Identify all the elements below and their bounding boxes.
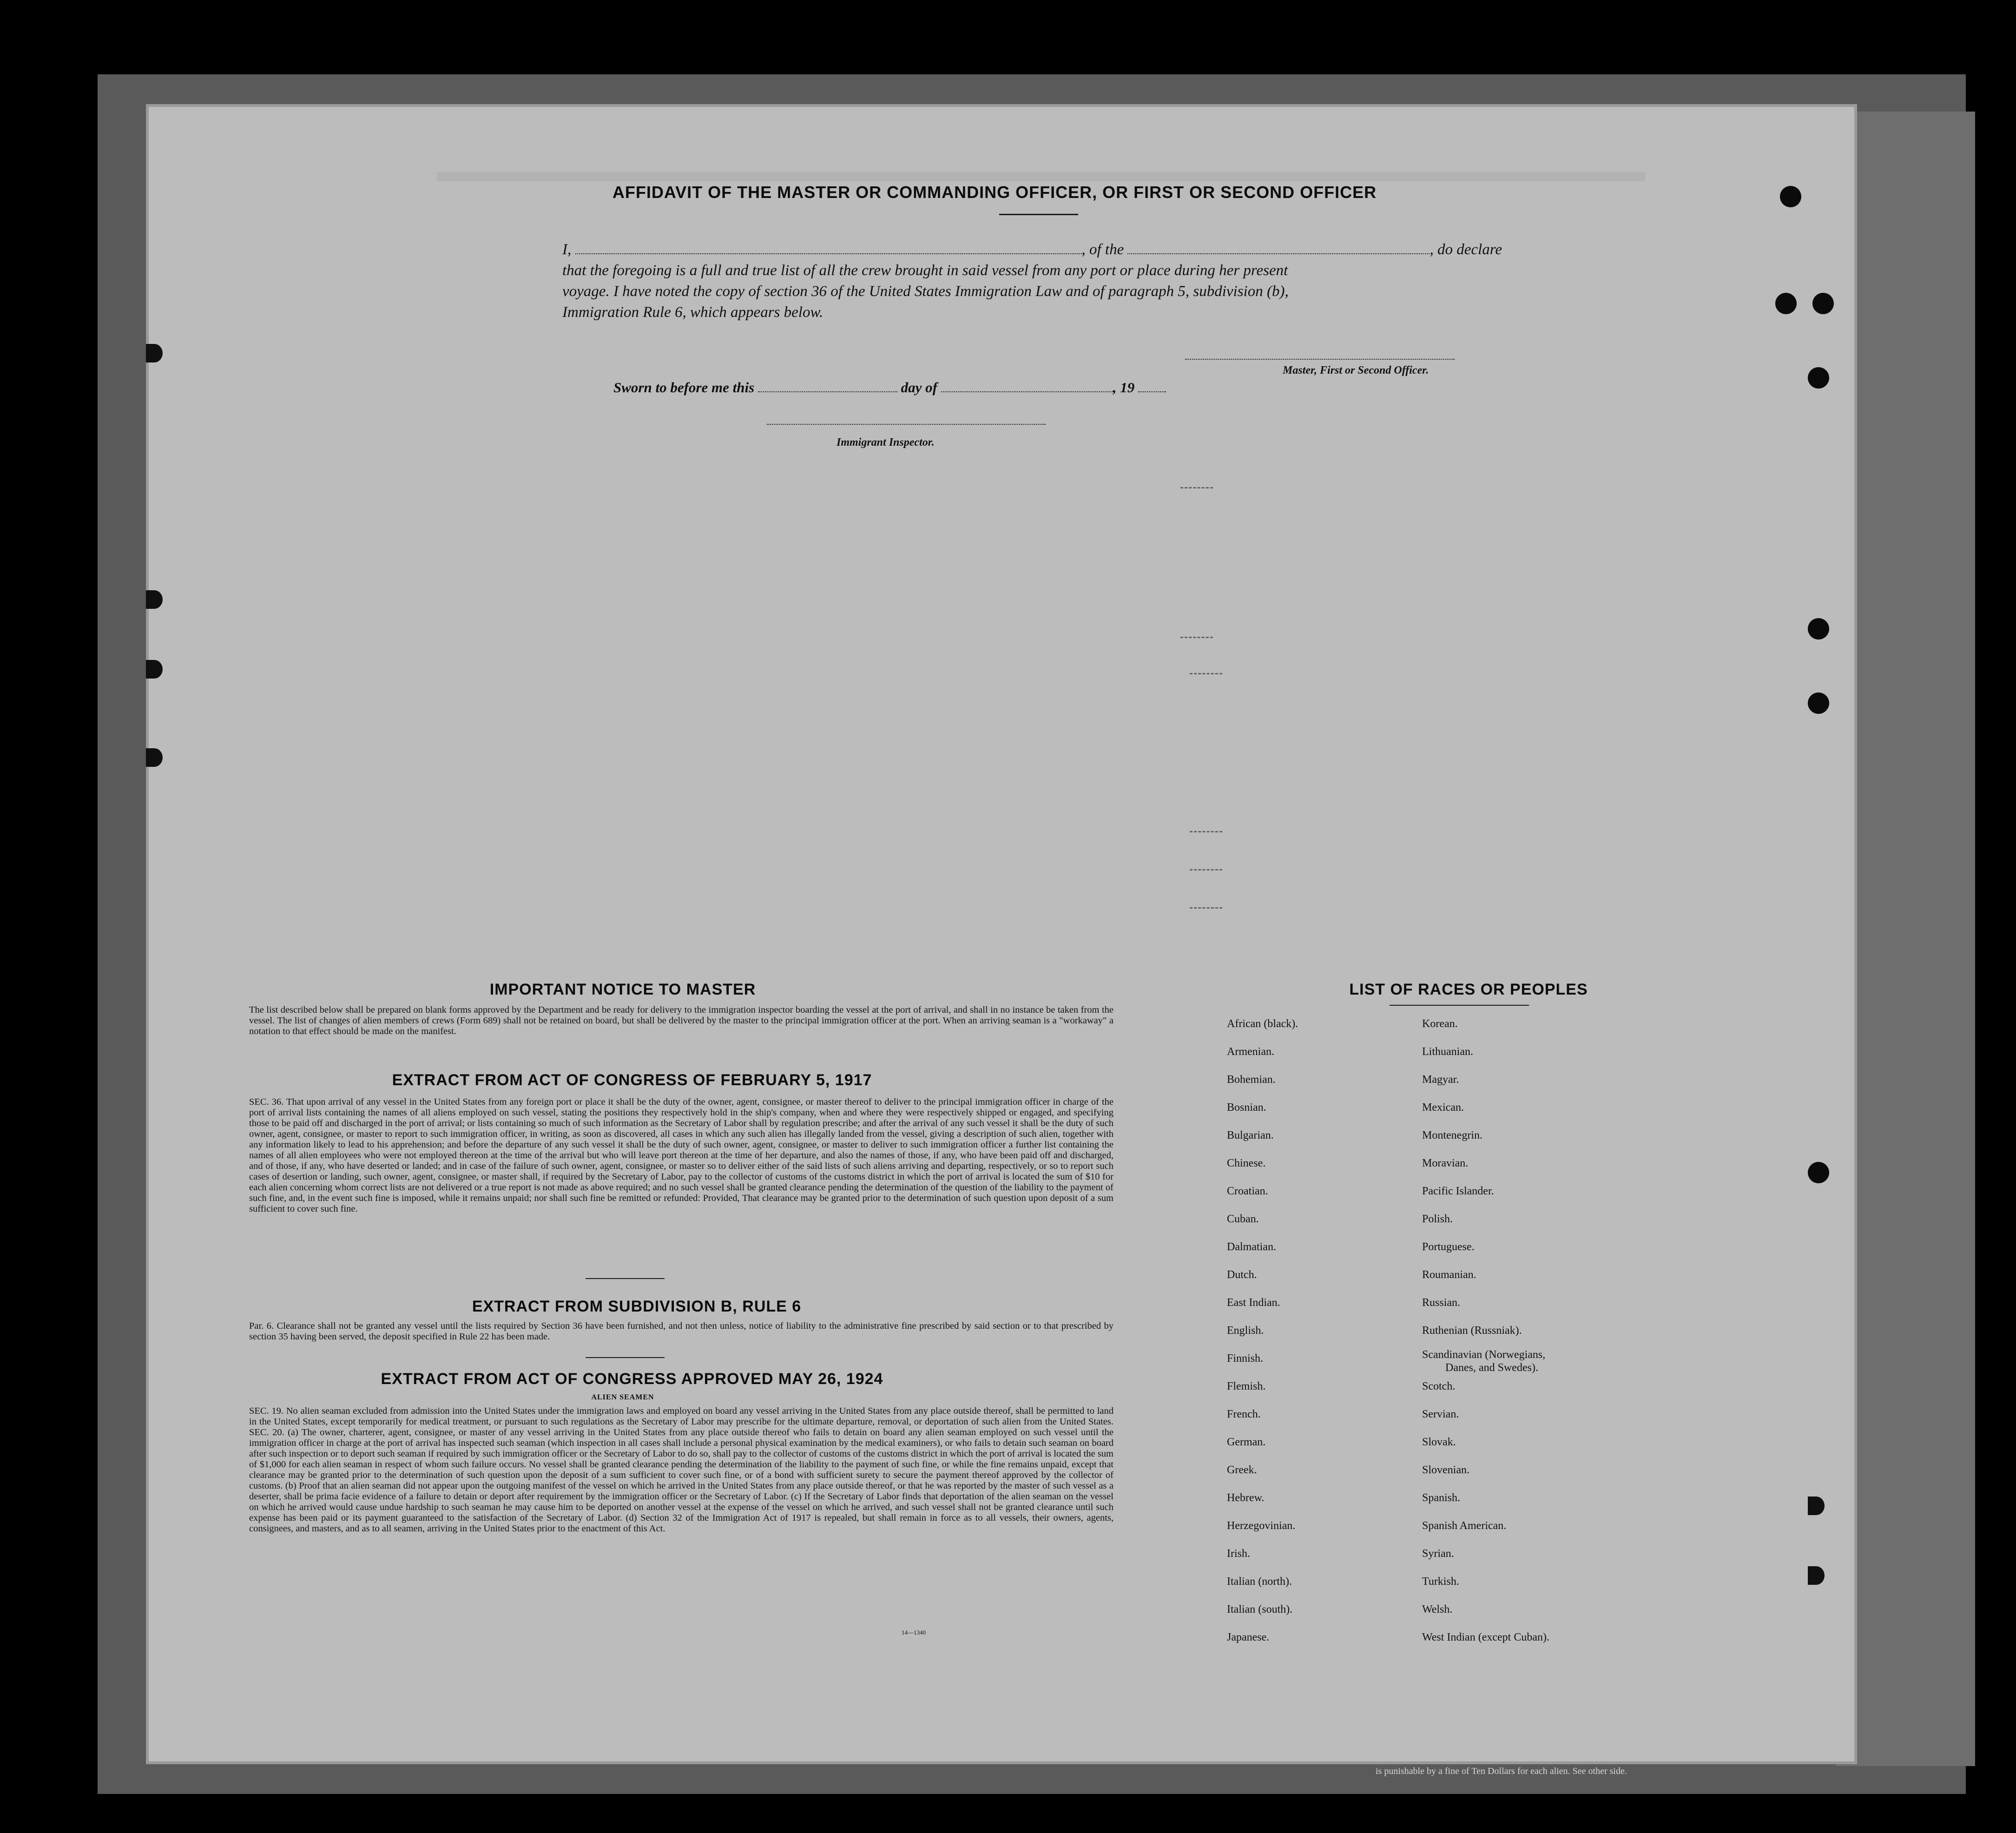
race-item: Finnish. [1227, 1352, 1264, 1365]
binder-hole [1808, 1497, 1825, 1515]
title-rule [999, 214, 1078, 215]
race-item: Herzegovinian. [1227, 1520, 1296, 1532]
manifest-dash [1180, 637, 1213, 640]
race-item: East Indian. [1227, 1297, 1280, 1309]
race-item: African (black). [1227, 1018, 1298, 1030]
act1917-body: SEC. 36. That upon arrival of any vessel in the United States from any foreign port or place it shall be the duty of the owner, agent, consignee, or master thereof to deliver to the principal immigration officer in charge of the port of arrival lists containing the names of all aliens employed on such vessel, stating the positions they respectively hold in the ship's company, when and where they were respectively shipped or engaged, and specifying those to be paid off and discharged in the port of arrival; or lists containing so much of such information as the Secretary of Labor shall by regulation prescribe; and after the arrival of any such vessel it shall be the duty of such owner, agent, consignee, or master to report to such immigration officer, in writing, as soon as discovered, all cases in which any such alien has illegally landed from the vessel, giving a description of such alien, together with any information likely to lead to his apprehension; and before the departure of any such vessel it shall be the duty of such owner, agent, consignee, or master to deliver to such immigration officer a further list containing the names of all alien employees who were not employed thereon at the time of the arrival but who will leave port thereon at the time of her departure, and also the names of those, if any, who have been paid off and discharged, and of those, if any, who have deserted or landed; and in case of the failure of such owner, agent, consignee, or master so to deliver either of the said lists of such aliens arriving and departing, respectively, or so to report such cases of desertion or landing, such owner, agent, consignee, or master shall, if required by the Secretary of Labor, pay to the collector of customs of the customs district in which the port of arrival is located the sum of $10 for each alien concerning whom correct lists are not delivered or a true report is not made as above required; and no such vessel shall be granted clearance pending the determination of the question of the liability to the payment of such fine, and, in the event such fine is imposed, while it remains unpaid; nor shall such fine be remitted or refunded: Provided, That clearance may be granted prior to the determination of such question upon deposit of a sum sufficient to cover such fine. [249, 1097, 1113, 1214]
race-item: Pacific Islander. [1422, 1185, 1494, 1197]
binder-hole [146, 660, 163, 679]
race-item: Spanish American. [1422, 1520, 1507, 1532]
vessel-blank[interactable] [1127, 243, 1430, 254]
race-item: Scandinavian (Norwegians, [1422, 1349, 1546, 1361]
race-item: Spanish. [1422, 1492, 1461, 1504]
race-item: Bulgarian. [1227, 1129, 1274, 1141]
binder-hole [1808, 1162, 1829, 1183]
race-item: Ruthenian (Russniak). [1422, 1325, 1522, 1337]
race-item: Hebrew. [1227, 1492, 1265, 1504]
races-rule [1390, 1005, 1529, 1006]
signature-label: Master, First or Second Officer. [1283, 364, 1429, 376]
race-item: English. [1227, 1325, 1264, 1337]
affidavit-line-4: Immigration Rule 6, which appears below. [562, 304, 824, 321]
race-item: Japanese. [1227, 1631, 1270, 1643]
name-blank[interactable] [575, 243, 1082, 254]
affidavit-i: I, [562, 241, 572, 258]
binder-hole [1812, 293, 1834, 314]
sworn-day-blank[interactable] [758, 381, 897, 392]
act1924-title: EXTRACT FROM ACT OF CONGRESS APPROVED MAY 26, 1924 [381, 1370, 883, 1388]
form-page [149, 107, 1854, 1761]
race-item: Dalmatian. [1227, 1241, 1276, 1253]
race-item: Moravian. [1422, 1157, 1469, 1169]
race-item: Slovenian. [1422, 1464, 1469, 1476]
race-item: Montenegrin. [1422, 1129, 1482, 1141]
section-rule [586, 1357, 665, 1358]
binder-hole [1780, 186, 1801, 207]
affidavit-of-the: , of the [1081, 241, 1124, 258]
race-item: Italian (south). [1227, 1603, 1293, 1615]
race-item: French. [1227, 1408, 1261, 1420]
signature-blank[interactable] [1185, 349, 1455, 360]
race-item: Portuguese. [1422, 1241, 1475, 1253]
race-item: Syrian. [1422, 1548, 1454, 1560]
binder-hole [146, 590, 163, 609]
race-item: Greek. [1227, 1464, 1257, 1476]
race-item: Bosnian. [1227, 1101, 1266, 1114]
manifest-dash [1190, 869, 1222, 872]
affidavit-title: AFFIDAVIT OF THE MASTER OR COMMANDING OFFICER, OR FIRST OR SECOND OFFICER [612, 183, 1377, 202]
sworn-prefix: Sworn to before me this [613, 379, 755, 396]
form-number: 14—1340 [902, 1629, 926, 1636]
section-rule [586, 1278, 665, 1279]
race-item: Mexican. [1422, 1101, 1464, 1114]
affidavit-declare: , do declare [1430, 241, 1502, 258]
sworn-line [613, 377, 1166, 398]
race-item: Bohemian. [1227, 1074, 1276, 1086]
races-title: LIST OF RACES OR PEOPLES [1349, 981, 1588, 998]
manifest-dash [1190, 673, 1222, 676]
binder-hole [1808, 1566, 1825, 1585]
race-item: Italian (north). [1227, 1576, 1292, 1588]
binder-hole [1808, 692, 1829, 714]
affidavit-line-2: that the foregoing is a full and true list of all the crew brought in said vessel from any port or place during her present [562, 262, 1288, 279]
affidavit-line-3: voyage. I have noted the copy of section 36 of the United States Immigration Law and of paragraph 5, subdivision (b), [562, 283, 1289, 300]
binder-hole [1775, 293, 1797, 314]
race-item: West Indian (except Cuban). [1422, 1631, 1549, 1643]
binder-hole [1808, 618, 1829, 640]
race-item: Scotch. [1422, 1380, 1456, 1392]
race-item: Magyar. [1422, 1074, 1459, 1086]
manifest-dash [1190, 831, 1222, 834]
race-item: Polish. [1422, 1213, 1453, 1225]
footer-note: is punishable by a fine of Ten Dollars for each alien. See other side. [1376, 1766, 1627, 1776]
binder-hole [146, 344, 163, 363]
rule6-body: Par. 6. Clearance shall not be granted any vessel until the lists required by Section 36 have been furnished, and not then unless, notice of liability to the administrative fine prescribed by said section or to that prescribed by section 35 having been served, the deposit specified in Rule 22 has been made. [249, 1321, 1113, 1342]
race-item: Lithuanian. [1422, 1046, 1473, 1058]
race-item: Armenian. [1227, 1046, 1274, 1058]
race-item: Russian. [1422, 1297, 1461, 1309]
race-item: Chinese. [1227, 1157, 1266, 1169]
rule6-title: EXTRACT FROM SUBDIVISION B, RULE 6 [472, 1298, 802, 1315]
race-item-continuation: Danes, and Swedes). [1445, 1362, 1538, 1374]
race-item: Korean. [1422, 1018, 1458, 1030]
sworn-year-blank[interactable] [1138, 381, 1166, 392]
inspector-signature-blank[interactable] [767, 414, 1046, 425]
race-item: German. [1227, 1436, 1266, 1448]
race-item: Croatian. [1227, 1185, 1268, 1197]
sworn-day-of: day of [901, 379, 937, 396]
manifest-dash [1180, 487, 1213, 490]
inspector-label: Immigrant Inspector. [837, 436, 935, 448]
binder-hole [1808, 367, 1829, 389]
notice-body: The list described below shall be prepared on blank forms approved by the Department and be ready for delivery to the immigration inspector boarding the vessel at the port of arrival, and shall in no instance be taken from the vessel. The list of changes of alien members of crews (Form 689) shall not be retained on board, but shall be delivered by the master to the principal immigration officer at the port. When an arriving seaman is a "workaway" a notation to that effect should be made on the manifest. [249, 1005, 1113, 1036]
race-item: Flemish. [1227, 1380, 1266, 1392]
race-item: Slovak. [1422, 1436, 1456, 1448]
race-item: Irish. [1227, 1548, 1250, 1560]
act1924-subtitle: ALIEN SEAMEN [591, 1393, 654, 1401]
act1924-body: SEC. 19. No alien seaman excluded from admission into the United States under the immigration laws and employed on board any vessel arriving in the United States from any place outside thereof, shall be permitted to land in the United States, except temporarily for medical treatment, or pursuant to such regulations as the Secretary of Labor may prescribe for the ultimate departure, removal, or deportation of such alien from the United States. SEC. 20. (a) The owner, charterer, agent, consignee, or master of any vessel arriving in the United States from any place outside thereof who fails to detain on board any alien seaman employed on such vessel until the immigration officer in charge at the port of arrival has inspected such seaman (which inspection in all cases shall include a personal physical examination by the medical examiners), or who fails to detain such seaman on board after such inspection or to deport such seaman if required by such immigration officer or the Secretary of Labor to do so, shall pay to the collector of customs of the customs district in which the port of arrival is located the sum of $1,000 for each alien seaman in respect of whom such failure occurs. No vessel shall be granted clearance pending the determination of the liability to the payment of such fine, or while the fine remains unpaid, except that clearance may be granted prior to the determination of such question upon the deposit of a sum sufficient to cover such fine, or of a bond with sufficient surety to secure the payment thereof approved by the collector of customs. (b) Proof that an alien seaman did not appear upon the outgoing manifest of the vessel on which he arrived in the United States from any place outside thereof, or that he was reported by the master of such vessel as a deserter, shall be prima facie evidence of a failure to detain or deport after requirement by the immigration officer or the Secretary of Labor. (c) If the Secretary of Labor finds that deportation of the alien seaman on the vessel on which he arrived would cause undue hardship to such seaman he may cause him to be deported on another vessel at the expense of the vessel on which he arrived, and such vessel shall not be granted clearance until such expense has been paid or its payment guaranteed to the satisfaction of the Secretary of Labor. (d) Section 32 of the Immigration Act of 1917 is repealed, but shall remain in force as to all vessels, their owners, agents, consignees, and masters, and as to all seamen, arriving in the United States prior to the enactment of this Act. [249, 1406, 1113, 1534]
affidavit-line-1 [562, 239, 1502, 260]
race-item: Turkish. [1422, 1576, 1459, 1588]
under-sheet [1836, 112, 1975, 1766]
race-item: Roumanian. [1422, 1269, 1476, 1281]
race-item: Cuban. [1227, 1213, 1259, 1225]
race-item: Servian. [1422, 1408, 1459, 1420]
manifest-dash [1190, 907, 1222, 910]
race-item: Dutch. [1227, 1269, 1257, 1281]
binder-hole [146, 748, 163, 767]
sworn-year: , 19 [1113, 379, 1135, 396]
notice-title: IMPORTANT NOTICE TO MASTER [489, 981, 756, 998]
bleed-through [437, 153, 1645, 181]
act1917-title: EXTRACT FROM ACT OF CONGRESS OF FEBRUARY 5, 1917 [392, 1071, 872, 1089]
race-item: Welsh. [1422, 1603, 1453, 1615]
sworn-month-blank[interactable] [941, 381, 1113, 392]
